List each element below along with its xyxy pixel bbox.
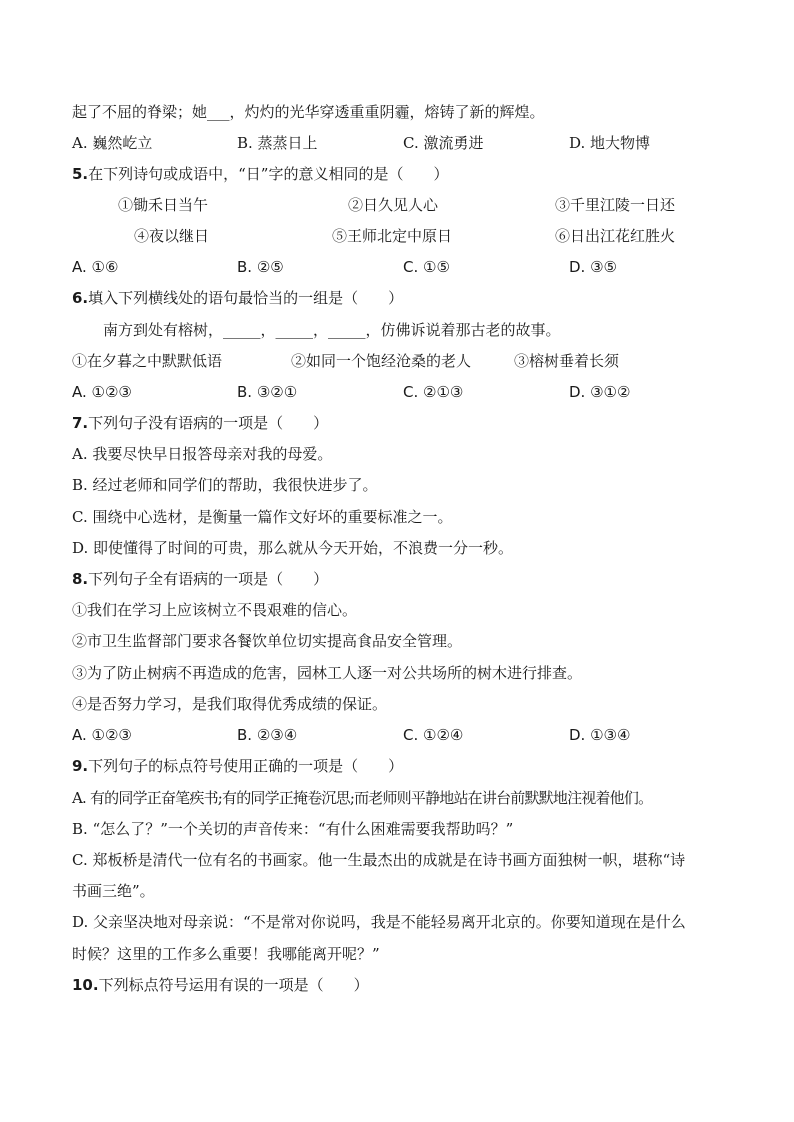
question-8 bbox=[72, 569, 732, 589]
question-6 bbox=[72, 288, 732, 308]
option-c: C. 围绕中心选材，是衡量一篇作文好坏的重要标准之一。 bbox=[72, 508, 453, 526]
option-a: A. ①⑥ bbox=[72, 258, 119, 276]
option-b: B. “怎么了？”一个关切的声音传来：“有什么困难需要我帮助吗？” bbox=[72, 820, 514, 838]
question-stem: 下列句子的标点符号使用正确的一项是（ ） bbox=[88, 757, 404, 775]
item: ①在夕暮之中默默低语 bbox=[72, 352, 223, 370]
option-c: C. ①⑤ bbox=[403, 258, 450, 276]
option-d: D. ①③④ bbox=[569, 726, 631, 744]
question-number: 9. bbox=[72, 757, 89, 775]
option-d: D. 即使懂得了时间的可贵，那么就从今天开始，不浪费一分一秒。 bbox=[72, 539, 514, 557]
question-number: 6. bbox=[72, 289, 89, 307]
question-9 bbox=[72, 756, 732, 776]
item: ①锄禾日当午 bbox=[118, 196, 209, 214]
option-d: D. 地大物博 bbox=[569, 134, 651, 152]
question-stem: 填入下列横线处的语句最恰当的一组是（ ） bbox=[88, 289, 404, 307]
item: ③千里江陵一日还 bbox=[555, 196, 676, 214]
option-d: D. ③⑤ bbox=[569, 258, 617, 276]
question-7 bbox=[72, 413, 732, 433]
question-number: 8. bbox=[72, 570, 89, 588]
item: ③榕树垂着长须 bbox=[514, 352, 620, 370]
question-number: 5. bbox=[72, 165, 89, 183]
option-a: A. 我要尽快早日报答母亲对我的母爱。 bbox=[72, 445, 333, 463]
passage: 南方到处有榕树，_____，_____，_____，仿佛诉说着那古老的故事。 bbox=[103, 321, 561, 339]
option-a: A. 巍然屹立 bbox=[72, 134, 153, 152]
item: ②日久见人心 bbox=[348, 196, 439, 214]
item: ④夜以继日 bbox=[134, 227, 210, 245]
question-stem: 下列句子没有语病的一项是（ ） bbox=[88, 414, 329, 432]
option-b: B. 蒸蒸日上 bbox=[237, 134, 318, 152]
option-a: A. 有的同学正奋笔疾书;有的同学正掩卷沉思;而老师则平静地站在讲台前默默地注视着他们。 bbox=[72, 789, 653, 807]
option-c: C. 郑板桥是清代一位有名的书画家。他一生最杰出的成就是在诗书画方面独树一帜，堪称“诗 bbox=[72, 851, 686, 869]
question-5 bbox=[72, 164, 732, 184]
option-c: C. ②①③ bbox=[403, 383, 464, 401]
item: ④是否努力学习，是我们取得优秀成绩的保证。 bbox=[72, 695, 388, 713]
option-c: C. 激流勇进 bbox=[403, 134, 484, 152]
question-stem: 下列标点符号运用有误的一项是（ ） bbox=[98, 976, 369, 994]
option-d: D. 父亲坚决地对母亲说：“不是常对你说吗，我是不能轻易离开北京的。你要知道现在是什么 bbox=[72, 913, 686, 931]
question-stem: 下列句子全有语病的一项是（ ） bbox=[88, 570, 329, 588]
option-b: B. ③②① bbox=[237, 383, 298, 401]
option-a: A. ①②③ bbox=[72, 726, 132, 744]
item: ②市卫生监督部门要求各餐饮单位切实提高食品安全管理。 bbox=[72, 632, 463, 650]
item: ⑤王师北定中原日 bbox=[332, 227, 453, 245]
option-c: C. ①②④ bbox=[403, 726, 464, 744]
option-b: B. ②⑤ bbox=[237, 258, 284, 276]
question-number: 7. bbox=[72, 414, 89, 432]
option-b: B. ②③④ bbox=[237, 726, 298, 744]
passage-continuation: 起了不屈的脊梁；她___，灼灼的光华穿透重重阴霾，熔铸了新的辉煌。 bbox=[72, 103, 545, 121]
option-b: B. 经过老师和同学们的帮助，我很快进步了。 bbox=[72, 476, 378, 494]
option-a: A. ①②③ bbox=[72, 383, 132, 401]
question-number: 10. bbox=[72, 976, 99, 994]
item: ①我们在学习上应该树立不畏艰难的信心。 bbox=[72, 601, 358, 619]
option-c-continued: 书画三绝”。 bbox=[72, 882, 155, 900]
item: ③为了防止树病不再造成的危害，园林工人逐一对公共场所的树木进行排查。 bbox=[72, 664, 583, 682]
item: ⑥日出江花红胜火 bbox=[555, 227, 676, 245]
option-d: D. ③①② bbox=[569, 383, 631, 401]
option-d-continued: 时候？这里的工作多么重要！我哪能离开呢？” bbox=[72, 945, 380, 963]
question-stem: 在下列诗句或成语中，“日”字的意义相同的是（ ） bbox=[88, 165, 449, 183]
question-10 bbox=[72, 975, 732, 995]
item: ②如同一个饱经沧桑的老人 bbox=[291, 352, 472, 370]
